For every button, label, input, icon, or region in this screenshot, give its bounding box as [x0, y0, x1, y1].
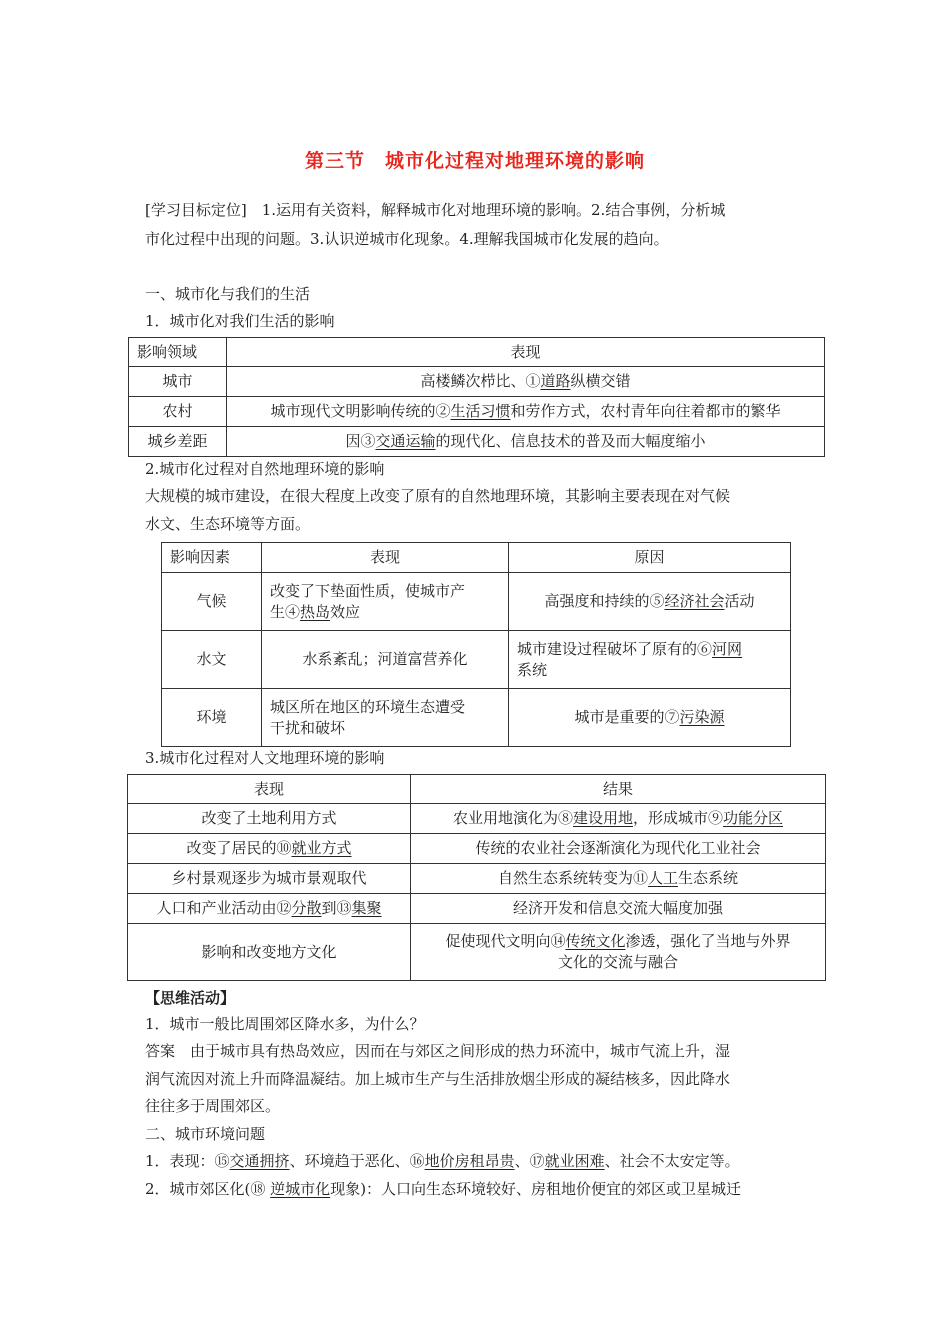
table-row: [128, 864, 826, 894]
table-row: [162, 573, 791, 631]
cell-text: 系统: [517, 660, 548, 679]
table-cell: 城市: [129, 367, 227, 397]
table-cell: [227, 427, 825, 457]
cell-text: 纵横交错: [570, 372, 631, 390]
cell-text: 自然生态系统转变为⑪: [497, 869, 648, 887]
cell-text: 改变了居民的⑩: [186, 839, 292, 857]
table-cell: [509, 631, 791, 689]
blank-answer: 集聚: [351, 899, 382, 917]
blank-answer: 建设用地: [572, 809, 633, 827]
cell-text: 促使现代文明向⑭: [445, 932, 566, 950]
line-text: 、环境趋于恶化、⑯: [289, 1152, 425, 1170]
table-header: 影响因素: [162, 543, 262, 573]
cell-text: 和劳作方式，农村青年向往着都市的繁华: [510, 402, 781, 420]
table-row: [128, 924, 826, 981]
table-cell: 影响和改变地方文化: [128, 924, 411, 981]
cell-text: 因③: [345, 432, 376, 450]
table-cell: [509, 573, 791, 631]
thinking-question: 1．城市一般比周围郊区降水多，为什么？: [145, 1015, 425, 1033]
blank-answer: 河网: [712, 639, 743, 658]
cell-text: ，形成城市⑨: [633, 809, 724, 827]
objective-line-1: [学习目标定位] 1.运用有关资料，解释城市化对地理环境的影响。2.结合事例，分析城: [145, 201, 726, 219]
cell-text: 农业用地演化为⑧: [452, 809, 573, 827]
cell-text: 城市现代文明影响传统的②: [270, 402, 451, 420]
cell-text: 城区所在地区的环境生态遭受: [270, 697, 466, 716]
blank-answer: 地价房租昂贵: [424, 1152, 515, 1170]
blank-answer: 热岛: [300, 602, 331, 621]
cell-text: 活动: [724, 592, 755, 610]
section2-line-2: [145, 1179, 741, 1199]
table-cell: [411, 924, 826, 981]
blank-answer: 交通拥挤: [229, 1152, 290, 1170]
blank-answer: 逆城市化: [270, 1180, 331, 1198]
table-row: [128, 894, 826, 924]
table-header: 结果: [411, 775, 826, 804]
table-cell: [262, 573, 509, 631]
line-text: 1．表现：⑮: [145, 1152, 230, 1170]
cell-text: 生态系统: [678, 869, 739, 887]
table-header-row: [162, 543, 791, 573]
line-text: 现象)：人口向生态环境较好、房租地价便宜的郊区或卫星城迁: [330, 1180, 742, 1198]
table-header: 表现: [227, 338, 825, 367]
blank-answer: 人工: [647, 869, 678, 887]
table-cell: 水文: [162, 631, 262, 689]
blank-answer: 就业方式: [291, 839, 352, 857]
section1-sub3: 3.城市化过程对人文地理环境的影响: [145, 749, 385, 767]
line-text: 、⑰: [514, 1152, 545, 1170]
cell-text: 到⑬: [321, 899, 352, 917]
paragraph-line: 水文、生态环境等方面。: [145, 515, 311, 533]
blank-answer: 就业困难: [544, 1152, 605, 1170]
table-row: [162, 689, 791, 747]
table-cell: [128, 834, 411, 864]
table-row: [129, 397, 825, 427]
answer-line: 往往多于周围郊区。: [145, 1097, 281, 1115]
blank-answer: 分散: [291, 899, 322, 917]
blank-answer: 经济社会: [664, 592, 725, 610]
paragraph-line: 大规模的城市建设，在很大程度上改变了原有的自然地理环境，其影响主要表现在对气候: [145, 487, 731, 505]
cell-text: 城市是重要的⑦: [574, 708, 680, 726]
table-cell: [411, 864, 826, 894]
natural-impact-table: [161, 542, 791, 747]
line-text: 、社会不太安定等。: [604, 1152, 740, 1170]
table-cell: [411, 804, 826, 834]
cell-text: 改变了下垫面性质，使城市产: [270, 581, 466, 600]
cell-text: 高楼鳞次栉比、①: [420, 372, 541, 390]
table-header: 表现: [128, 775, 411, 804]
section2-heading: 二、城市环境问题: [145, 1125, 266, 1143]
blank-answer: 传统文化: [565, 932, 626, 950]
table-cell: [262, 689, 509, 747]
page-title: 第三节 城市化过程对地理环境的影响: [304, 150, 645, 172]
answer-line: 答案 由于城市具有热岛效应，因而在与郊区之间形成的热力环流中，城市气流上升，湿: [145, 1042, 731, 1060]
table-row: [128, 804, 826, 834]
human-impact-table: [127, 774, 826, 981]
table-cell: [128, 894, 411, 924]
answer-line: 润气流因对流上升而降温凝结。加上城市生产与生活排放烟尘形成的凝结核多，因此降水: [145, 1070, 731, 1088]
section1-sub1: 1．城市化对我们生活的影响: [145, 312, 335, 330]
cell-text: 人口和产业活动由⑫: [156, 899, 292, 917]
section1-sub2: 2.城市化过程对自然地理环境的影响: [145, 460, 385, 478]
table-header: 影响领域: [129, 338, 227, 367]
table-header: 表现: [262, 543, 509, 573]
cell-text: 干扰和破坏: [270, 718, 346, 737]
section1-heading: 一、城市化与我们的生活: [145, 285, 311, 303]
line-text: 2．城市郊区化(⑱: [145, 1180, 271, 1198]
table-row: [128, 834, 826, 864]
table-header-row: [128, 775, 826, 804]
table-cell: 气候: [162, 573, 262, 631]
table-row: [162, 631, 791, 689]
cell-text: 城市建设过程破坏了原有的⑥: [517, 639, 713, 658]
table-cell: [227, 397, 825, 427]
blank-answer: 生活习惯: [450, 402, 511, 420]
cell-text: 生④: [270, 602, 301, 621]
cell-text: 文化的交流与融合: [557, 953, 678, 971]
table-cell: [227, 367, 825, 397]
blank-answer: 污染源: [679, 708, 725, 726]
cell-text: 高强度和持续的⑤: [544, 592, 665, 610]
cell-text: 渗透，强化了当地与外界: [625, 932, 791, 950]
table-cell: 城乡差距: [129, 427, 227, 457]
blank-answer: 道路: [540, 372, 571, 390]
objective-line-2: 市化过程中出现的问题。3.认识逆城市化现象。4.理解我国城市化发展的趋向。: [145, 230, 669, 248]
table-row: [129, 367, 825, 397]
table-header-row: [129, 338, 825, 367]
table-cell: [509, 689, 791, 747]
table-cell: 环境: [162, 689, 262, 747]
table-cell: 经济开发和信息交流大幅度加强: [411, 894, 826, 924]
table-header: 原因: [509, 543, 791, 573]
table-cell: 乡村景观逐步为城市景观取代: [128, 864, 411, 894]
blank-answer: 功能分区: [723, 809, 784, 827]
table-row: [129, 427, 825, 457]
table-cell: 农村: [129, 397, 227, 427]
blank-answer: 交通运输: [375, 432, 436, 450]
section2-line-1: [145, 1151, 740, 1171]
cell-text: 效应: [330, 602, 361, 621]
table-cell: 传统的农业社会逐渐演化为现代化工业社会: [411, 834, 826, 864]
cell-text: 的现代化、信息技术的普及而大幅度缩小: [435, 432, 706, 450]
table-cell: 改变了土地利用方式: [128, 804, 411, 834]
life-impact-table: [128, 337, 825, 457]
thinking-heading: 【思维活动】: [145, 989, 236, 1007]
table-cell: 水系紊乱；河道富营养化: [262, 631, 509, 689]
